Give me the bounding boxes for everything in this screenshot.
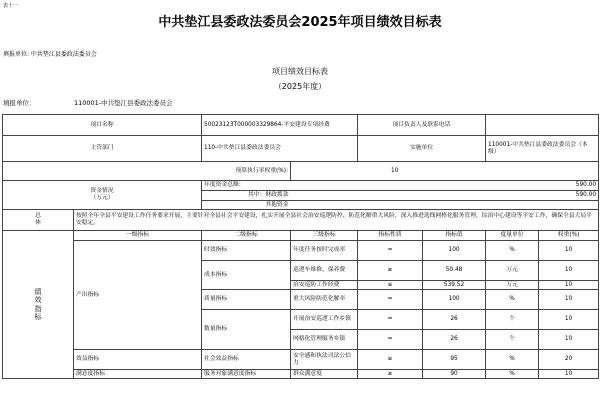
funds-other-value (291, 201, 599, 210)
overall-goal-text: 按照全年全县平安建设工作任务要求开展，主要针对全县社会平安建设，扎实开展全县社会治安巡逻防控、防范化解重大风险，深入推进选线网格化服务管理，综治中心建设等平安工作，确保全县大局平安稳定。 (74, 210, 599, 231)
funds-other-label: 其他资金 (202, 201, 291, 210)
indicator-level3: 治安巡防工作经费 (291, 281, 358, 290)
header-weight: 权重(%) (539, 231, 599, 241)
header-level2: 二级指标 (202, 231, 291, 241)
indicator-level1: 产出指标 (74, 241, 202, 350)
indicator-level2: 服务对象满意度指标 (202, 370, 291, 379)
indicator-value: 50.48 (423, 261, 486, 281)
weight-row (3, 162, 599, 181)
indicator-nature: ≥ (358, 370, 423, 379)
performance-section-label: 绩 效 指 标 (3, 231, 74, 379)
header-unit: 度量单位 (486, 231, 539, 241)
indicator-level1: 满意度指标 (74, 370, 202, 379)
funds-total-row (3, 181, 599, 191)
project-name-row (3, 115, 599, 136)
funds-total-label: 年度资金总额: (202, 181, 291, 191)
indicator-nature: ≥ (358, 261, 423, 281)
impl-unit-label: 实施单位 (358, 136, 486, 162)
indicator-weight: 10 (539, 290, 599, 310)
indicator-level3: 群众满意度 (291, 370, 358, 379)
table-number-label: 表十一 (3, 3, 19, 9)
funds-fiscal-value: 590.00 (291, 191, 599, 201)
page-title: 中共垫江县委政法委员会2025年项目绩效目标表 (158, 15, 442, 30)
indicator-unit: % (486, 370, 539, 379)
indicator-level2: 质量指标 (202, 290, 291, 310)
indicator-nature: = (358, 241, 423, 261)
reporting-unit-label: 填报单位： (3, 99, 36, 107)
indicator-weight: 10 (539, 370, 599, 379)
indicator-unit: % (486, 290, 539, 310)
indicator-level3: 年度任务按时完成率 (291, 241, 358, 261)
indicator-value: 26 (423, 330, 486, 350)
indicator-unit: 个 (486, 330, 539, 350)
department-row (3, 136, 599, 162)
indicator-level2: 时效指标 (202, 241, 291, 261)
indicator-value: 90 (423, 370, 486, 379)
indicator-nature: = (358, 310, 423, 330)
table-row (3, 241, 599, 261)
execution-weight-label: 预算执行率权重(%): (3, 162, 291, 181)
funds-fiscal-label: 其中：财政拨款 (202, 191, 291, 201)
owner-value (486, 115, 599, 136)
indicator-unit: 万元 (486, 281, 539, 290)
indicator-weight: 20 (539, 350, 599, 370)
indicator-level3: 巡逻车维修、保养费 (291, 261, 358, 281)
header-value: 指标值 (423, 231, 486, 241)
reporting-unit-top: 填报单位: 中共垫江县委政法委员会 (3, 51, 97, 58)
indicator-level2: 数量指标 (202, 310, 291, 350)
header-level1: 一级指标 (74, 231, 202, 241)
project-name-value: 50023123T000003329864-平安建设专项经费 (202, 115, 358, 136)
indicator-value: 95 (423, 350, 486, 370)
table-row (3, 370, 599, 379)
header-nature: 指标性质 (358, 231, 423, 241)
project-name-label: 项目名称 (3, 115, 202, 136)
impl-unit-value: 110001-中共垫江县委政法委员会（本级） (486, 136, 599, 162)
indicator-nature: ≥ (358, 350, 423, 370)
indicator-level3: 安全感和执法司法公信力 (291, 350, 358, 370)
indicator-value: 100 (423, 241, 486, 261)
indicator-weight: 10 (539, 330, 599, 350)
indicator-weight: 10 (539, 310, 599, 330)
indicator-level2: 社会效益指标 (202, 350, 291, 370)
header-level3: 三级指标 (291, 231, 358, 241)
indicator-weight: 10 (539, 261, 599, 281)
indicator-nature: = (358, 290, 423, 310)
indicator-unit: % (486, 241, 539, 261)
indicator-weight: 10 (539, 281, 599, 290)
indicator-level1: 效益指标 (74, 350, 202, 370)
indicator-level3: 网格化管理服务乡镇 (291, 330, 358, 350)
overall-goal-row (3, 210, 599, 231)
indicator-header-row (3, 231, 599, 241)
indicator-level2: 成本指标 (202, 261, 291, 290)
indicator-unit: 万元 (486, 261, 539, 281)
indicator-value: 26 (423, 310, 486, 330)
funds-total-value: 590.00 (291, 181, 599, 191)
indicator-unit: 个 (486, 310, 539, 330)
owner-label: 项目负责人及联系电话 (358, 115, 486, 136)
overall-goal-label: 总 体 (3, 210, 74, 231)
indicator-value: 100 (423, 290, 486, 310)
performance-target-table (2, 114, 599, 379)
indicator-nature: ≤ (358, 281, 423, 290)
indicator-level3: 开展治安巡逻工作乡镇 (291, 310, 358, 330)
dept-value: 110-中共垫江县委政法委员会 (202, 136, 358, 162)
indicator-nature: = (358, 330, 423, 350)
indicator-value: 539.52 (423, 281, 486, 290)
indicator-weight: 10 (539, 241, 599, 261)
table-row (3, 350, 599, 370)
dept-label: 主管部门 (3, 136, 202, 162)
reporting-unit-value: 110001-中共垫江县委政法委员会 (74, 99, 173, 107)
funds-label: 资金情况 （万元） (3, 181, 202, 210)
year-label: （2025年度） (273, 82, 327, 91)
execution-weight-value: 10 (291, 162, 599, 181)
indicator-unit: % (486, 350, 539, 370)
table-subtitle: 项目绩效目标表 (272, 67, 328, 76)
indicator-level3: 重大风险防范化解率 (291, 290, 358, 310)
